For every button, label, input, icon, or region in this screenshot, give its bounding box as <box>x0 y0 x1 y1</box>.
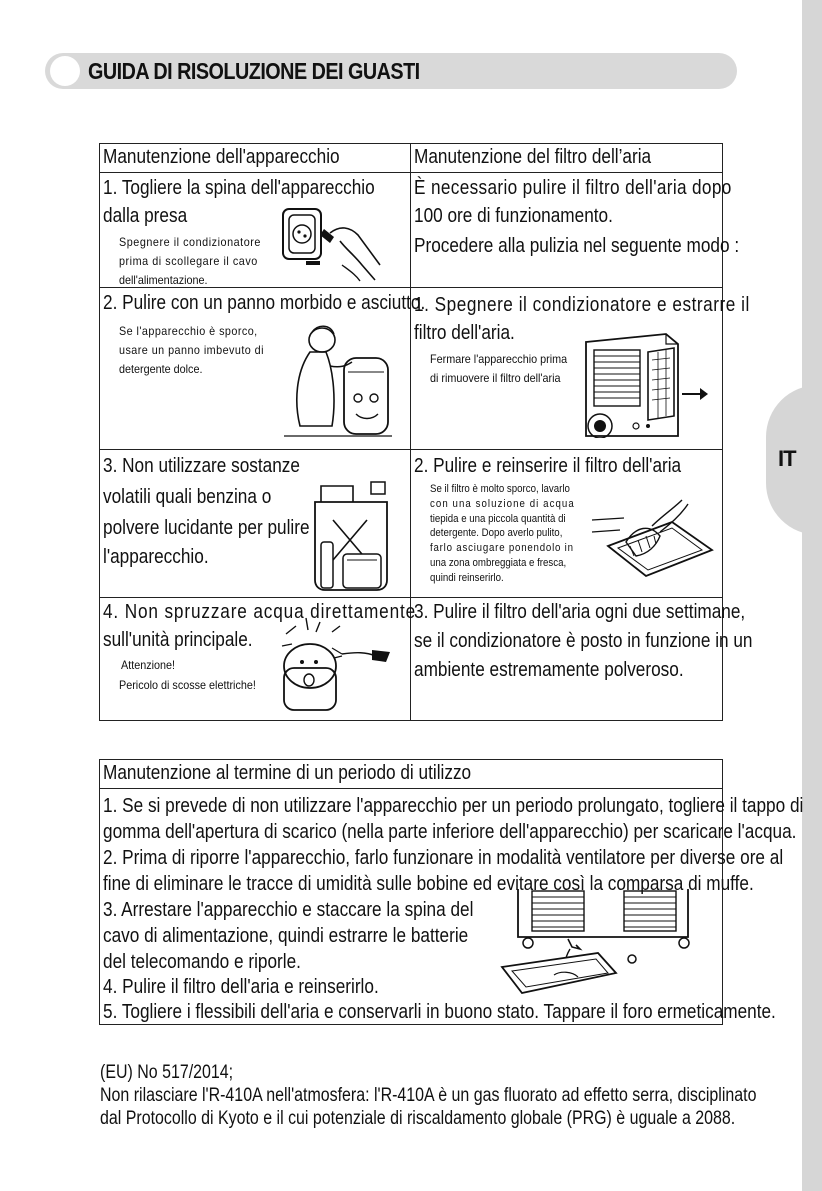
step-title: volatili quali benzina o <box>103 486 272 508</box>
side-strip <box>802 0 822 1191</box>
storage-step-line: cavo di alimentazione, quindi estrarre le batterie <box>103 925 469 947</box>
regulation-reference: (EU) No 517/2014; <box>100 1062 234 1083</box>
table-row-divider <box>99 172 723 173</box>
step-note: quindi reinserirlo. <box>430 572 504 584</box>
storage-step-line: 5. Togliere i flessibili dell'aria e conservarli in buono stato. Tappare il foro ermeticamente. <box>103 1001 776 1023</box>
filter-intro: È necessario pulire il filtro dell'aria dopo <box>414 177 732 199</box>
table2-header: Manutenzione al termine di un periodo di utilizzo <box>103 762 472 784</box>
unplug-illustration <box>280 205 395 283</box>
drain-illustration <box>498 887 710 1001</box>
header-bullet-icon <box>50 56 80 86</box>
storage-step-line: gomma dell'apertura di scarico (nella parte inferiore dell'apparecchio) per scaricare l'acqua. <box>103 821 797 843</box>
storage-step-line: del telecomando e riporle. <box>103 951 301 973</box>
step-note-warning: Pericolo di scosse elettriche! <box>119 678 256 692</box>
storage-step-line: 2. Prima di riporre l'apparecchio, farlo funzionare in modalità ventilatore per diverse ore al <box>103 847 784 869</box>
cleaning-illustration <box>282 322 394 444</box>
step-note: Spegnere il condizionatore <box>119 235 261 249</box>
step-note: farlo asciugare ponendolo in <box>430 542 574 554</box>
step-note-warning: Attenzione! <box>121 658 176 672</box>
step-note: Se il filtro è molto sporco, lavarlo <box>430 483 570 495</box>
storage-step-line: 3. Arrestare l'apparecchio e staccare la spina del <box>103 899 474 921</box>
filter-removal-illustration <box>578 330 712 438</box>
storage-step-line: 1. Se si prevede di non utilizzare l'apparecchio per un periodo prolungato, togliere il tappo di <box>103 795 804 817</box>
refrigerant-notice: Non rilasciare l'R-410A nell'atmosfera: l'R-410A è un gas fluorato ad effetto serra, disciplinato <box>100 1085 757 1106</box>
water-spray-warning-illustration <box>276 612 394 716</box>
step-note: Se l'apparecchio è sporco, <box>119 324 258 338</box>
step-title: 4. Non spruzzare acqua direttamente <box>103 601 417 623</box>
table-row-divider <box>99 449 723 450</box>
step-note: detergente. Dopo averlo pulito, <box>430 527 563 539</box>
step-note: usare un panno imbevuto di <box>119 343 264 357</box>
storage-step-line: fine di eliminare le tracce di umidità sulle bobine ed evitare così la comparsa di muffe. <box>103 873 754 895</box>
table-column-divider <box>410 143 411 721</box>
language-tab-label: IT <box>778 446 796 471</box>
step-title: 2. Pulire e reinserire il filtro dell'aria <box>414 455 682 477</box>
step-note: Fermare l'apparecchio prima <box>430 352 568 366</box>
step-note: prima di scollegare il cavo <box>119 254 258 268</box>
step-title: filtro dell'aria. <box>414 322 515 344</box>
step-title: 3. Non utilizzare sostanze <box>103 455 300 477</box>
filter-washing-illustration <box>590 496 716 580</box>
table-row-divider <box>99 788 723 789</box>
step-title: ambiente estremamente polveroso. <box>414 659 684 681</box>
step-note: con una soluzione di acqua <box>430 498 575 510</box>
step-title: sull'unità principale. <box>103 629 253 651</box>
step-title: 1. Togliere la spina dell'apparecchio <box>103 177 375 199</box>
step-note: dell'alimentazione. <box>119 273 208 287</box>
storage-step-line: 4. Pulire il filtro dell'aria e reinserirlo. <box>103 976 379 998</box>
step-title: 3. Pulire il filtro dell'aria ogni due settimane, <box>414 601 746 623</box>
col-header-filter: Manutenzione del filtro dell’aria <box>414 146 652 168</box>
step-title: l'apparecchio. <box>103 546 209 568</box>
filter-intro: Procedere alla pulizia nel seguente modo : <box>414 235 740 257</box>
step-title: polvere lucidante per pulire <box>103 517 310 539</box>
step-note: detergente dolce. <box>119 362 203 376</box>
step-title: 2. Pulire con un panno morbido e asciutto. <box>103 292 426 314</box>
step-note: tiepida e una piccola quantità di <box>430 513 566 525</box>
refrigerant-notice: dal Protocollo di Kyoto e il cui potenziale di riscaldamento globale (PRG) è uguale a 2088. <box>100 1108 736 1129</box>
step-title: se il condizionatore è posto in funzione in un <box>414 630 753 652</box>
col-header-appliance: Manutenzione dell'apparecchio <box>103 146 340 168</box>
step-title: dalla presa <box>103 205 188 227</box>
step-note: di rimuovere il filtro dell'aria <box>430 371 561 385</box>
step-title: 1. Spegnere il condizionatore e estrarre il <box>414 294 750 316</box>
page-title: GUIDA DI RISOLUZIONE DEI GUASTI <box>88 58 420 84</box>
step-note: una zona ombreggiata e fresca, <box>430 557 567 569</box>
filter-intro: 100 ore di funzionamento. <box>414 205 613 227</box>
chemicals-illustration <box>307 480 397 594</box>
